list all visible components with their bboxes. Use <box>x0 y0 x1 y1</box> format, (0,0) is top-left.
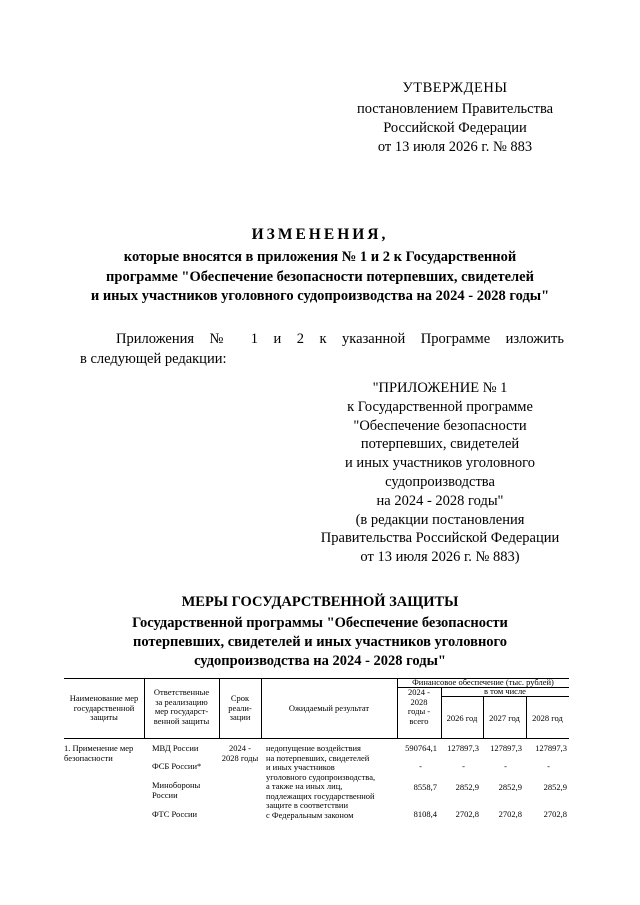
cell-text: Минобороны <box>152 780 201 790</box>
agency-name <box>152 781 219 800</box>
appendix-line: потерпевших, свидетелей <box>360 436 520 453</box>
header-year-2026: 2026 год <box>446 713 478 723</box>
agency-name: ФСБ России* <box>152 761 202 771</box>
document-subtitle <box>40 248 600 307</box>
agency-total: 590764,1 <box>405 743 437 753</box>
agency-name: МВД России <box>152 743 199 753</box>
header-text: реали- <box>228 702 252 713</box>
header-text: годы - <box>407 706 431 716</box>
document-title: ИЗМЕНЕНИЯ, <box>251 226 389 243</box>
section-subtitle <box>60 614 580 671</box>
agency-total: 8108,4 <box>413 809 437 819</box>
agency-name: ФТС России <box>152 809 198 819</box>
agency-2026: - <box>462 761 465 771</box>
approval-line: от 13 июля 2026 г. № 883 <box>377 139 533 155</box>
agency-2027: 2852,9 <box>498 782 522 792</box>
cell-text: 1. Применение мер <box>64 743 134 753</box>
appendix-line: от 13 июля 2026 г. № 883) <box>360 549 520 566</box>
header-measure <box>64 694 144 723</box>
cell-text: России <box>152 789 178 800</box>
agency-2027: - <box>504 761 507 771</box>
agency-2026: 2852,9 <box>455 782 479 792</box>
header-bottom-border <box>64 738 569 739</box>
header-text: всего <box>409 715 429 726</box>
approval-heading: УТВЕРЖДЕНЫ <box>402 80 508 96</box>
section-subtitle-line: потерпевших, свидетелей и иных участников уголовного <box>132 634 508 650</box>
cell-text: 2024 - <box>229 743 251 753</box>
appendix-line: "ПРИЛОЖЕНИЕ № 1 <box>372 380 508 396</box>
header-text: мер государст- <box>154 706 209 716</box>
approval-line: Российской Федерации <box>383 120 527 136</box>
paragraph-line: Приложения № 1 и 2 к указанной Программе изложить <box>116 331 564 347</box>
header-text: защиты <box>90 712 118 722</box>
agency-2027: 2702,8 <box>498 809 522 819</box>
header-responsible <box>144 688 219 726</box>
appendix-line: и иных участников уголовного <box>345 455 535 472</box>
subtitle-line: программе "Обеспечение безопасности потерпевших, свидетелей <box>106 268 534 285</box>
header-text: 2028 <box>410 696 428 707</box>
cell-text: и иных участников <box>266 762 335 772</box>
agency-2027: 127897,3 <box>490 743 522 753</box>
cell-text: защите в соответствии <box>266 800 349 810</box>
header-text: Наименование мер <box>69 693 139 703</box>
header-term <box>219 694 261 723</box>
section-subtitle-line: судопроизводства на 2024 - 2028 годы" <box>194 653 446 669</box>
cell-text: на потерпевших, свидетелей <box>266 752 370 763</box>
header-text: венной защиты <box>153 715 210 726</box>
section-subtitle-line: Государственной программы "Обеспечение безопасности <box>132 615 508 631</box>
header-year-2028: 2028 год <box>532 713 563 723</box>
cell-text: уголовного судопроизводства, <box>266 771 376 782</box>
subtitle-line: которые вносятся в приложения № 1 и 2 к Государственной <box>123 249 517 265</box>
appendix-line: к Государственной программе <box>347 398 533 415</box>
section-title: МЕРЫ ГОСУДАРСТВЕННОЙ ЗАЩИТЫ <box>181 594 459 610</box>
header-total <box>397 688 441 726</box>
header-text: зации <box>229 712 251 722</box>
paragraph-line: в следующей редакции: <box>80 351 227 367</box>
cell-text: с Федеральным законом <box>266 809 354 820</box>
appendix-header <box>300 379 580 567</box>
agency-2026: 127897,3 <box>447 743 479 753</box>
header-text: за реализацию <box>155 696 208 707</box>
body-paragraph <box>80 329 564 369</box>
row-measure <box>64 744 144 763</box>
approval-stamp <box>330 79 580 157</box>
appendix-line: судопроизводства <box>385 473 495 490</box>
row-result <box>266 744 397 820</box>
cell-text: подлежащих государственной <box>266 790 375 801</box>
header-text: Срок <box>230 693 250 703</box>
agency-2028: 127897,3 <box>535 743 567 753</box>
agency-2028: 2702,8 <box>543 809 567 819</box>
agency-2028: - <box>547 761 550 771</box>
header-finance: Финансовое обеспечение (тыс. рублей) <box>412 677 554 687</box>
subtitle-line: и иных участников уголовного судопроизводства на 2024 - 2028 годы" <box>90 288 550 304</box>
header-year-2027: 2027 год <box>489 713 520 723</box>
agency-2026: 2702,8 <box>455 809 479 819</box>
cell-text: а также на иных лиц, <box>266 781 343 791</box>
appendix-line: Правительства Российской Федерации <box>320 530 560 547</box>
approval-line: постановлением Правительства <box>356 101 554 117</box>
cell-text: 2028 годы <box>221 752 259 763</box>
appendix-line: (в редакции постановления <box>355 511 525 528</box>
agency-total: - <box>419 761 422 771</box>
appendix-line: "Обеспечение безопасности <box>353 417 527 434</box>
header-text: 2024 - <box>408 687 430 697</box>
header-text: Ответственные <box>153 687 210 697</box>
header-incl: в том числе <box>484 686 526 696</box>
header-text: государственной <box>73 702 135 713</box>
agency-total: 8558,7 <box>413 782 437 792</box>
appendix-line: на 2024 - 2028 годы" <box>376 492 504 509</box>
cell-text: безопасности <box>64 752 113 763</box>
agency-2028: 2852,9 <box>543 782 567 792</box>
cell-text: недопущение воздействия <box>266 743 361 753</box>
row-term <box>219 744 261 763</box>
header-result: Ожидаемый результат <box>288 703 370 713</box>
